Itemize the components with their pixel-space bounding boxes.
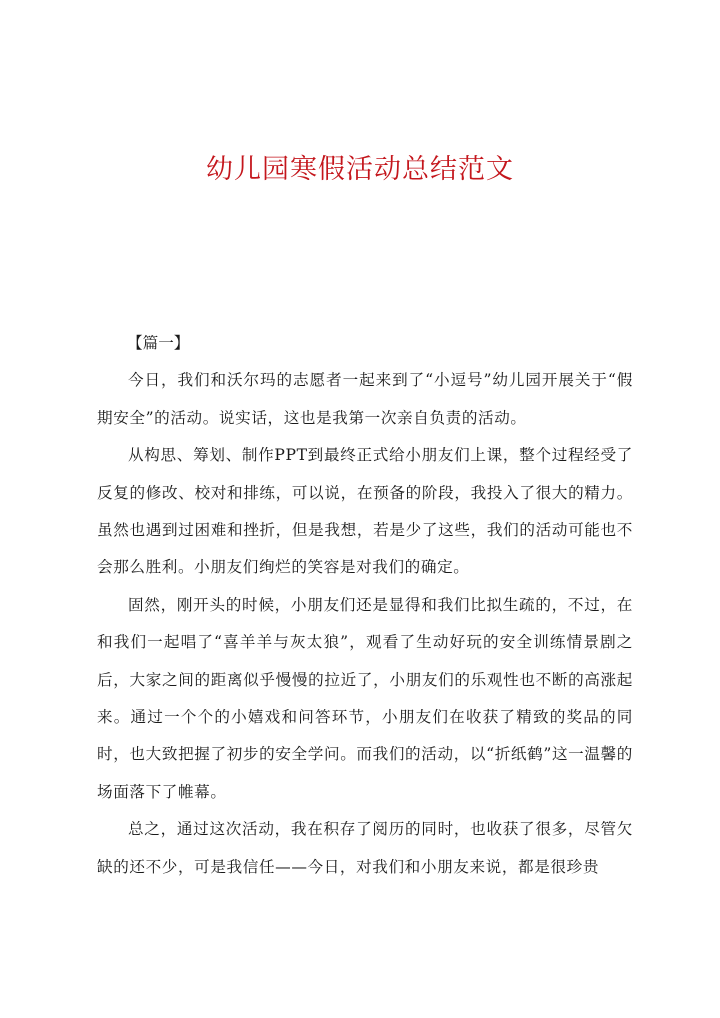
document-body bbox=[97, 325, 633, 886]
section-heading: 【篇一】 bbox=[127, 334, 190, 352]
paragraph-2: 从构思、筹划、制作PPT到最终正式给小朋友们上课，整个过程经受了反复的修改、校对和排练，可以说，在预备的阶段，我投入了很大的精力。虽然也遇到过困难和挫折，但是我想，若是少了这些，我们的活动可能也不会那么胜利。小朋友们绚烂的笑容是对我们的确定。 bbox=[97, 446, 633, 577]
paragraph-4: 总之，通过这次活动，我在积存了阅历的同时，也收获了很多，尽管欠缺的还不少，可是我信任——今日，对我们和小朋友来说，都是很珍贵 bbox=[97, 820, 633, 876]
paragraph-3: 固然，刚开头的时候，小朋友们还是显得和我们比拟生疏的，不过，在和我们一起唱了“喜羊羊与灰太狼”，观看了生动好玩的安全训练情景剧之后，大家之间的距离似乎慢慢的拉近了，小朋友们的乐观性也不断的高涨起来。通过一个个的小嬉戏和问答环节，小朋友们在收获了精致的奖品的同时，也大致把握了初步的安全学问。而我们的活动，以“折纸鹤”这一温馨的场面落下了帷幕。 bbox=[97, 595, 633, 801]
paragraph-1: 今日，我们和沃尔玛的志愿者一起来到了“小逗号”幼儿园开展关于“假期安全”的活动。说实话，这也是我第一次亲自负责的活动。 bbox=[97, 371, 633, 427]
document-title: 幼儿园寒假活动总结范文 bbox=[206, 154, 514, 185]
